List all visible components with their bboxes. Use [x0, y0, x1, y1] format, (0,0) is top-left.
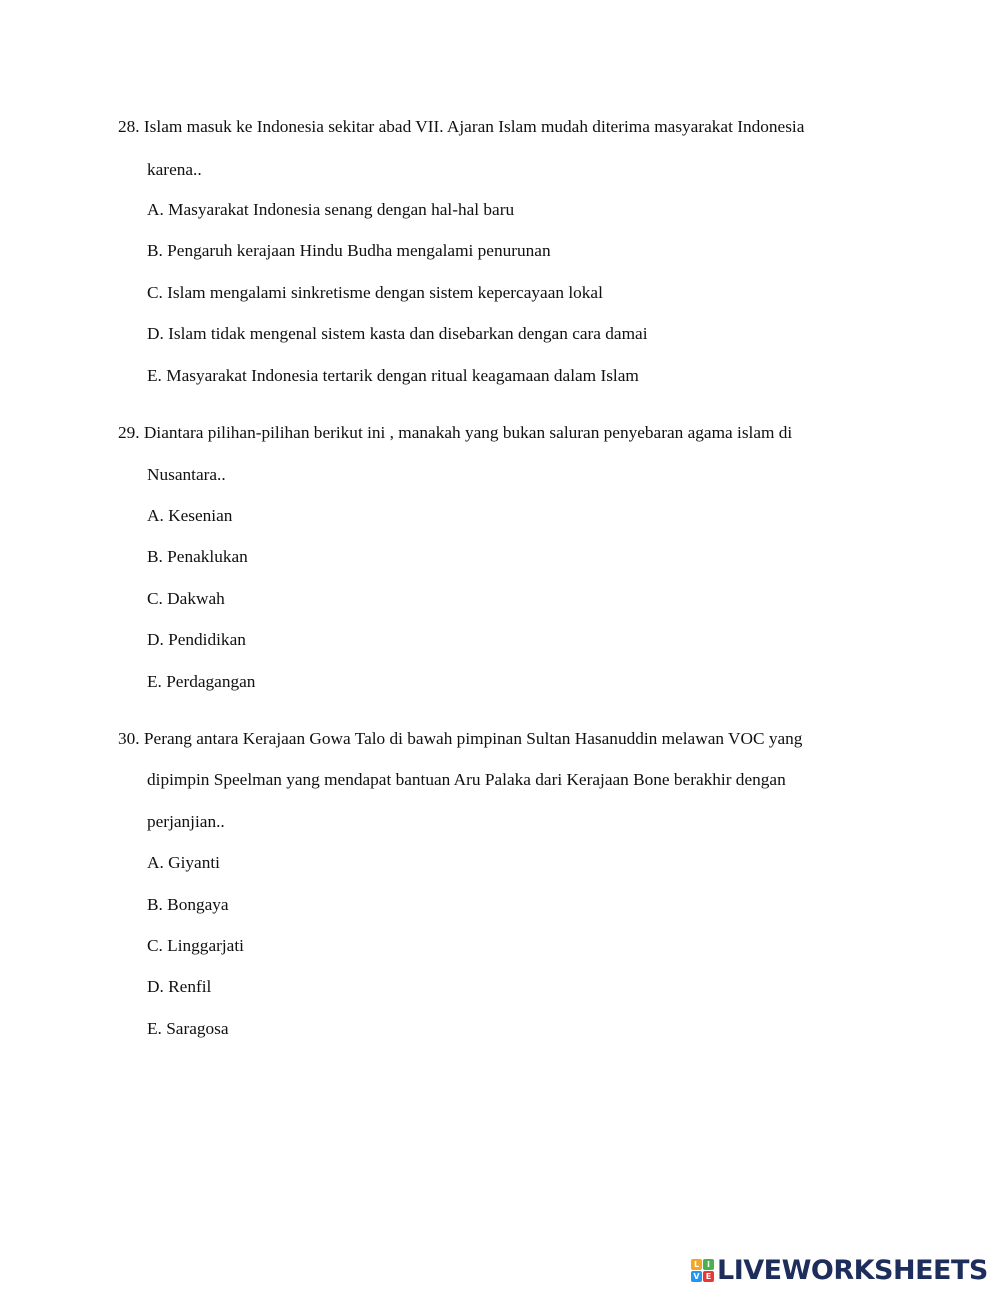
question-30-option-d[interactable]: D. Renfil [147, 977, 212, 996]
liveworksheets-logo-icon [691, 1259, 714, 1282]
question-29-option-d[interactable]: D. Pendidikan [147, 630, 246, 649]
question-30-text-cont-2: perjanjian.. [147, 812, 225, 831]
question-28-text: 28. Islam masuk ke Indonesia sekitar abad VII. Ajaran Islam mudah diterima masyarakat Indonesia [118, 117, 805, 136]
question-29-option-c[interactable]: C. Dakwah [147, 589, 225, 608]
logo-tile-v: V [691, 1271, 702, 1282]
question-30-option-a[interactable]: A. Giyanti [147, 853, 220, 872]
logo-tile-i: I [703, 1259, 714, 1270]
question-29-option-b[interactable]: B. Penaklukan [147, 547, 248, 566]
question-28-option-c[interactable]: C. Islam mengalami sinkretisme dengan sistem kepercayaan lokal [147, 283, 603, 302]
question-29-text-cont: Nusantara.. [147, 465, 226, 484]
liveworksheets-brand: LIVEWORKSHEETS [717, 1254, 988, 1286]
question-30-option-b[interactable]: B. Bongaya [147, 895, 229, 914]
question-30-option-e[interactable]: E. Saragosa [147, 1019, 229, 1038]
question-30-text: 30. Perang antara Kerajaan Gowa Talo di bawah pimpinan Sultan Hasanuddin melawan VOC yang [118, 729, 803, 748]
question-28-option-a[interactable]: A. Masyarakat Indonesia senang dengan hal-hal baru [147, 200, 515, 219]
logo-tile-l: L [691, 1259, 702, 1270]
question-29-option-e[interactable]: E. Perdagangan [147, 672, 256, 691]
question-28-option-e[interactable]: E. Masyarakat Indonesia tertarik dengan ritual keagamaan dalam Islam [147, 366, 639, 385]
question-30-option-c[interactable]: C. Linggarjati [147, 936, 244, 955]
question-28-option-b[interactable]: B. Pengaruh kerajaan Hindu Budha mengalami penurunan [147, 241, 551, 260]
question-29-text: 29. Diantara pilihan-pilihan berikut ini , manakah yang bukan saluran penyebaran agama islam di [118, 423, 793, 442]
question-29-option-a[interactable]: A. Kesenian [147, 506, 233, 525]
liveworksheets-logo [691, 1255, 988, 1285]
question-28-text-cont: karena.. [147, 160, 202, 179]
question-30-text-cont-1: dipimpin Speelman yang mendapat bantuan Aru Palaka dari Kerajaan Bone berakhir dengan [147, 770, 786, 789]
logo-tile-e: E [703, 1271, 714, 1282]
question-28-option-d[interactable]: D. Islam tidak mengenal sistem kasta dan disebarkan dengan cara damai [147, 324, 648, 343]
